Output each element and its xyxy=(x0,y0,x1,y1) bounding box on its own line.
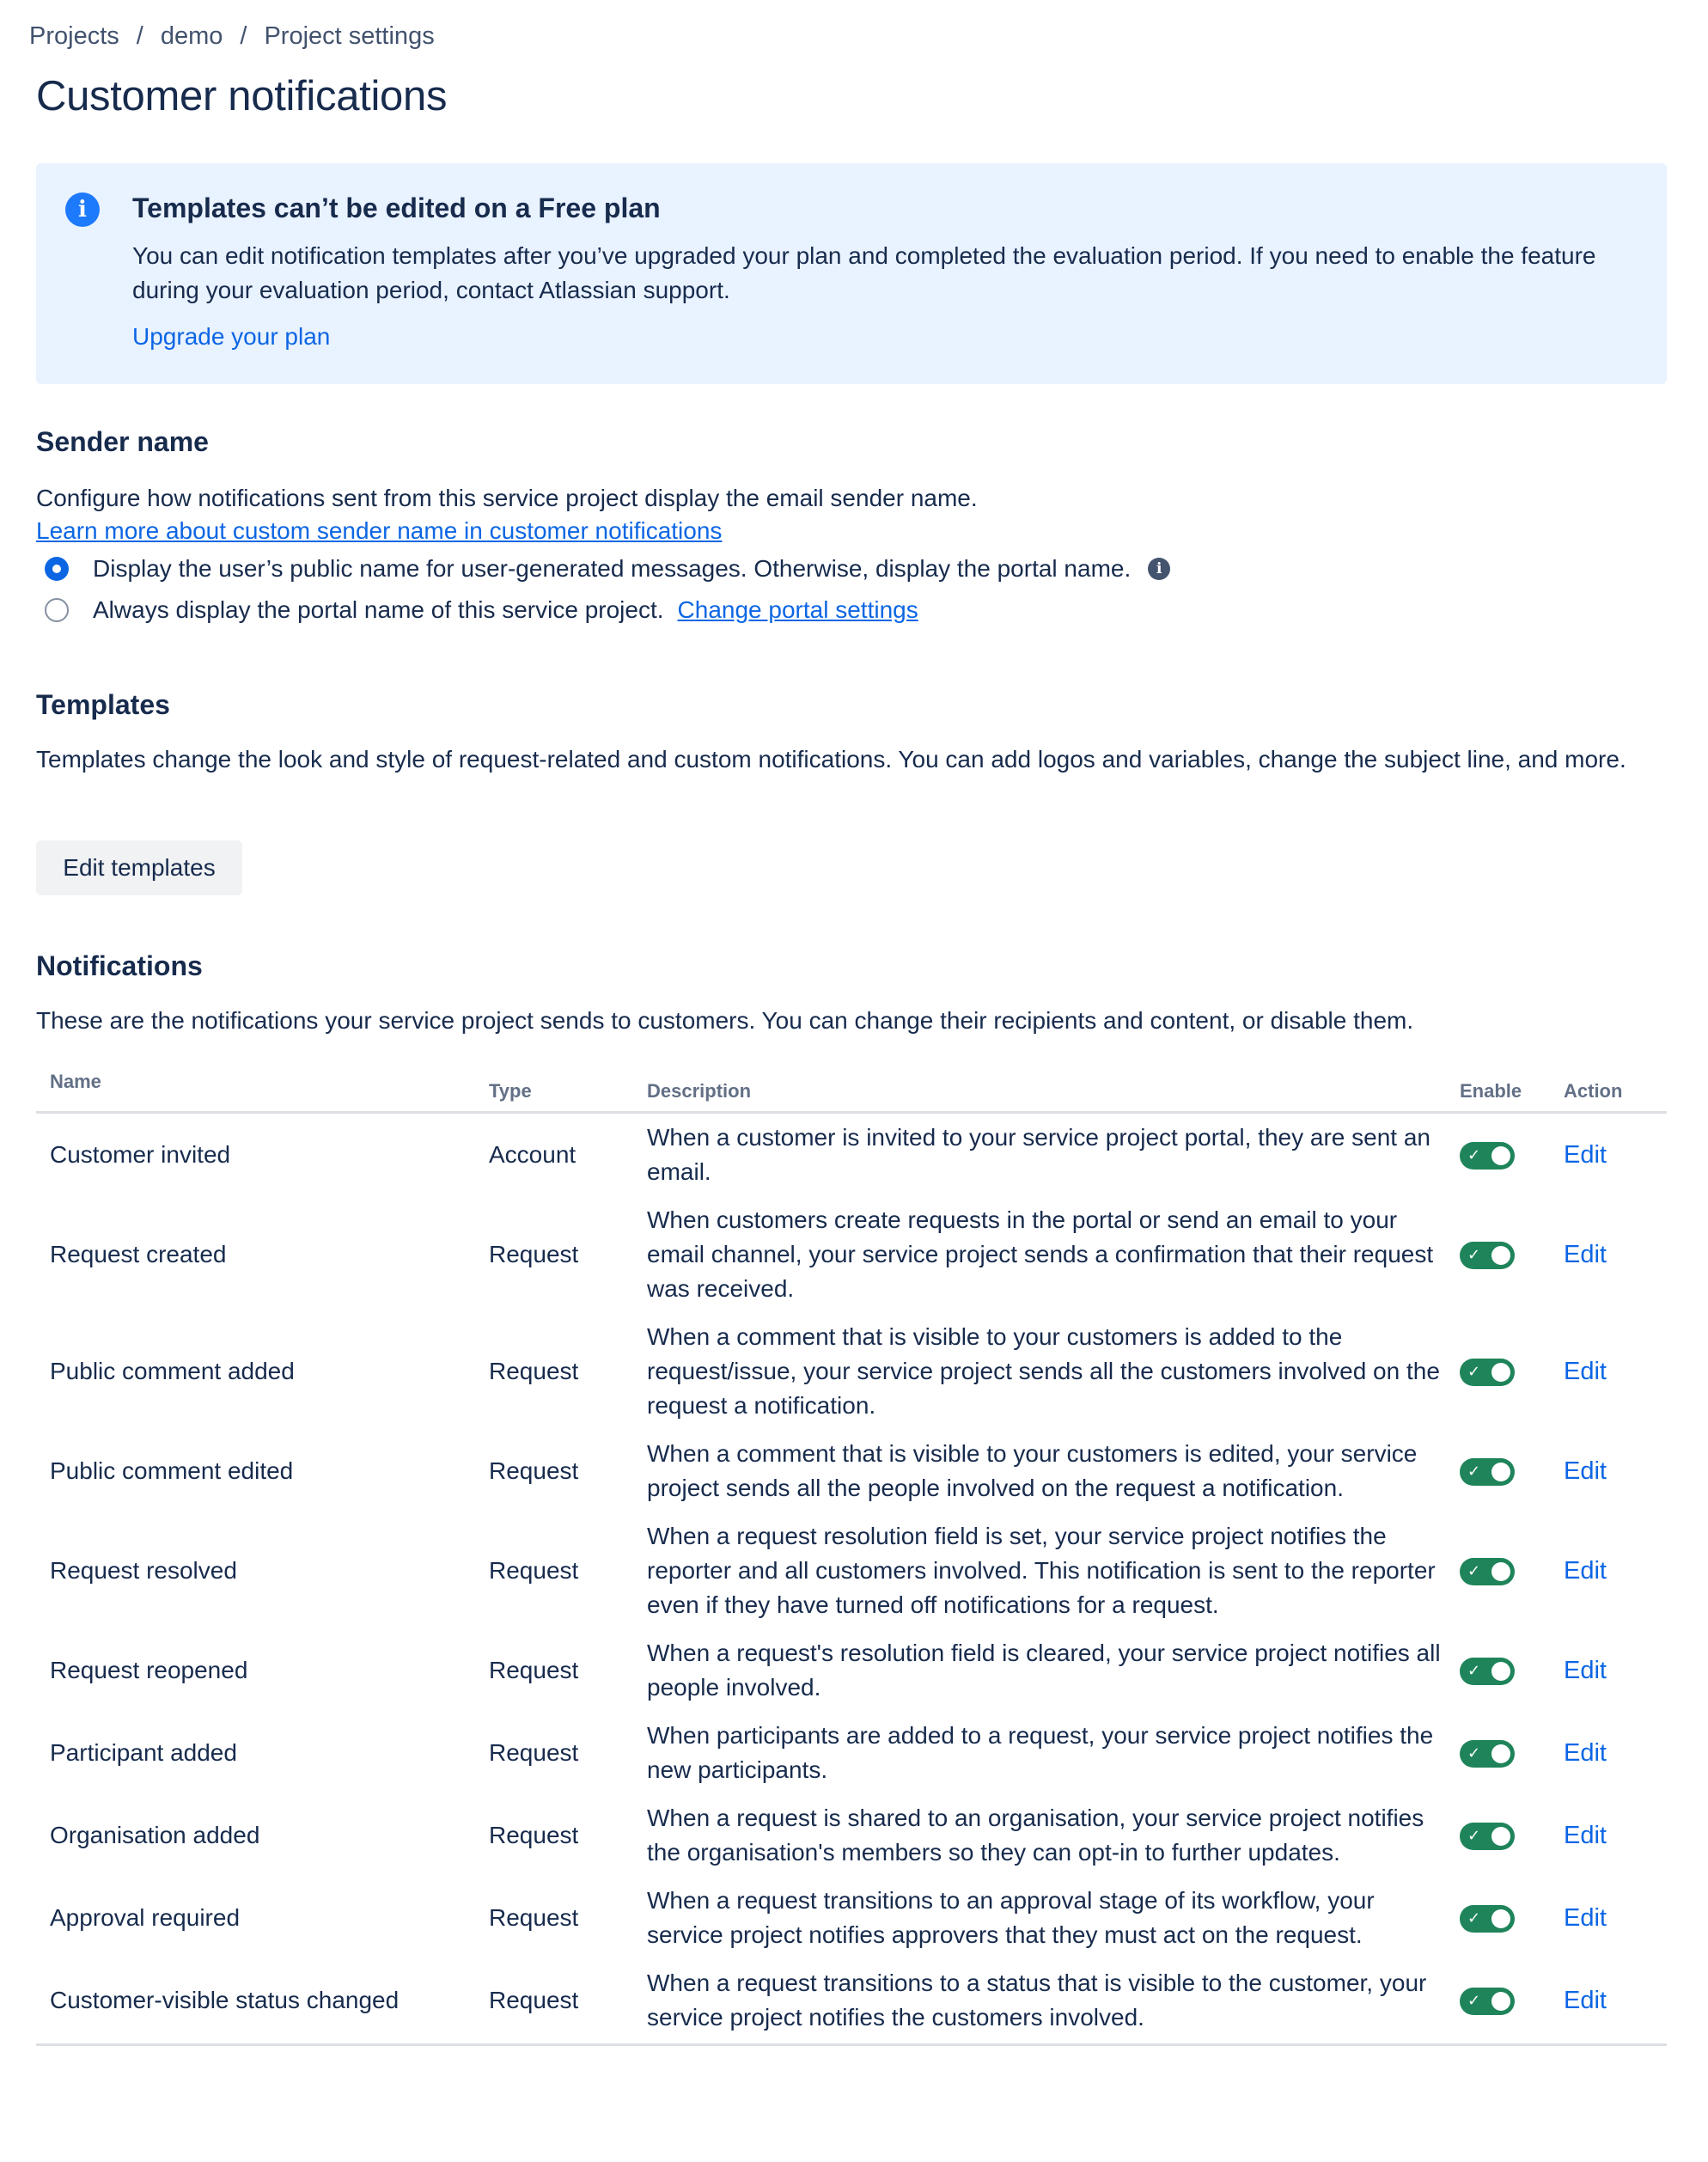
notification-name: Customer invited xyxy=(50,1140,231,1168)
table-row xyxy=(36,1512,1667,1629)
column-header-action: Action xyxy=(1564,1064,1667,1112)
table-row xyxy=(36,1313,1667,1430)
enable-cell xyxy=(1460,1313,1564,1430)
breadcrumb-demo[interactable]: demo xyxy=(160,22,223,50)
toggle-knob xyxy=(1491,1246,1510,1265)
check-icon: ✓ xyxy=(1467,1744,1481,1763)
enable-cell xyxy=(1460,1959,1564,2045)
sender-name-heading: Sender name xyxy=(36,426,209,457)
toggle-knob xyxy=(1491,1909,1510,1928)
notification-type: Request xyxy=(489,1821,579,1848)
action-cell xyxy=(1564,1313,1667,1430)
toggle-knob xyxy=(1491,1827,1510,1846)
action-cell xyxy=(1564,1629,1667,1712)
action-cell xyxy=(1564,1794,1667,1877)
notifications-table xyxy=(36,1064,1667,2046)
action-cell xyxy=(1564,1512,1667,1629)
sender-option-portal-name-label: Always display the portal name of this service project. xyxy=(93,596,664,623)
edit-notification-link[interactable]: Edit xyxy=(1564,1357,1607,1385)
notification-name: Public comment added xyxy=(50,1357,295,1384)
enable-toggle[interactable] xyxy=(1460,1740,1515,1768)
breadcrumb-project-settings[interactable]: Project settings xyxy=(264,22,435,50)
breadcrumb-separator: / xyxy=(240,22,247,50)
free-plan-banner xyxy=(36,163,1667,384)
enable-cell xyxy=(1460,1512,1564,1629)
action-cell xyxy=(1564,1430,1667,1512)
toggle-knob xyxy=(1491,1744,1510,1763)
enable-cell xyxy=(1460,1629,1564,1712)
toggle-knob xyxy=(1491,1363,1510,1382)
column-header-enable: Enable xyxy=(1460,1064,1564,1112)
table-row xyxy=(36,1629,1667,1712)
check-icon: ✓ xyxy=(1467,1246,1481,1265)
enable-toggle[interactable] xyxy=(1460,1558,1515,1585)
sender-option-portal-name[interactable] xyxy=(45,596,918,624)
action-cell xyxy=(1564,1712,1667,1794)
notification-name: Approval required xyxy=(50,1903,241,1931)
edit-notification-link[interactable]: Edit xyxy=(1564,1556,1607,1585)
banner-body: You can edit notification templates after you’ve upgraded your plan and completed the evaluation period. If you need to enable the feature during your evaluation period, contact Atlassian support. xyxy=(132,242,1596,303)
table-row xyxy=(36,1196,1667,1313)
action-cell xyxy=(1564,1196,1667,1313)
edit-notification-link[interactable]: Edit xyxy=(1564,1738,1607,1767)
radio-checked[interactable] xyxy=(45,557,69,581)
notification-name: Request created xyxy=(50,1240,227,1267)
notification-name: Participant added xyxy=(50,1738,237,1766)
toggle-knob xyxy=(1491,1662,1510,1681)
notification-type: Request xyxy=(489,1357,579,1384)
templates-heading: Templates xyxy=(36,689,170,720)
radio-unchecked[interactable] xyxy=(45,598,69,622)
notifications-heading: Notifications xyxy=(36,950,203,981)
edit-templates-button[interactable]: Edit templates xyxy=(36,840,242,895)
notification-name: Customer-visible status changed xyxy=(36,1959,489,2045)
check-icon: ✓ xyxy=(1467,1827,1481,1846)
breadcrumb xyxy=(29,22,435,51)
table-row xyxy=(36,1794,1667,1877)
enable-toggle[interactable] xyxy=(1460,1658,1515,1685)
notification-type: Request xyxy=(489,1959,647,2045)
toggle-knob xyxy=(1491,1562,1510,1581)
column-header-name[interactable]: Name xyxy=(36,1064,489,1112)
enable-toggle[interactable] xyxy=(1460,1359,1515,1386)
edit-notification-link[interactable]: Edit xyxy=(1564,1821,1607,1849)
notification-type: Request xyxy=(489,1457,579,1484)
notification-type: Account xyxy=(489,1140,576,1168)
enable-toggle[interactable] xyxy=(1460,1823,1515,1850)
action-cell xyxy=(1564,1959,1667,2045)
breadcrumb-projects[interactable]: Projects xyxy=(29,22,119,50)
action-cell xyxy=(1564,1877,1667,1959)
sender-option-public-name[interactable] xyxy=(45,555,1170,583)
edit-notification-link[interactable]: Edit xyxy=(1564,1457,1607,1485)
action-cell xyxy=(1564,1112,1667,1196)
notification-description: When participants are added to a request, your service project notifies the new participants. xyxy=(647,1721,1434,1783)
sender-option-public-name-label: Display the user’s public name for user-generated messages. Otherwise, display the portal name. xyxy=(93,555,1132,582)
enable-cell xyxy=(1460,1196,1564,1313)
notification-name: Organisation added xyxy=(50,1821,260,1848)
notification-name: Request resolved xyxy=(50,1556,237,1584)
table-row xyxy=(36,1430,1667,1512)
enable-cell xyxy=(1460,1430,1564,1512)
enable-toggle[interactable] xyxy=(1460,1142,1515,1170)
enable-cell xyxy=(1460,1112,1564,1196)
upgrade-plan-link[interactable]: Upgrade your plan xyxy=(132,323,331,350)
notification-description: When a request's resolution field is cleared, your service project notifies all people involved. xyxy=(647,1639,1441,1701)
learn-more-sender-link[interactable]: Learn more about custom sender name in customer notifications xyxy=(36,517,723,544)
notification-type: Request xyxy=(489,1903,579,1931)
notification-description: When a comment that is visible to your customers is edited, your service project sends all the people involved on the request a notification. xyxy=(647,1439,1418,1501)
check-icon: ✓ xyxy=(1467,1363,1481,1382)
notification-type: Request xyxy=(489,1738,579,1766)
notification-description: When a comment that is visible to your customers is added to the request/issue, your service project sends all the customers involved on the request a notification. xyxy=(647,1322,1440,1419)
info-icon: i xyxy=(65,192,100,227)
column-header-type: Type xyxy=(489,1064,647,1112)
check-icon: ✓ xyxy=(1467,1562,1481,1581)
enable-cell xyxy=(1460,1877,1564,1959)
table-row xyxy=(36,1712,1667,1794)
enable-toggle[interactable] xyxy=(1460,1905,1515,1933)
notification-description: When a customer is invited to your service project portal, they are sent an email. xyxy=(647,1123,1430,1185)
table-row xyxy=(36,1877,1667,1959)
templates-description: Templates change the look and style of request-related and custom notifications. You can add logos and variables, change the subject line, and more. xyxy=(36,746,1626,773)
check-icon: ✓ xyxy=(1467,1909,1481,1928)
info-icon[interactable]: i xyxy=(1148,558,1170,580)
enable-toggle[interactable] xyxy=(1460,1458,1515,1486)
notification-description: When a request resolution field is set, your service project notifies the reporter and all customers involved. This notification is sent to the reporter even if they have turned off notifications for a request. xyxy=(647,1522,1436,1618)
banner-title: Templates can’t be edited on a Free plan xyxy=(132,192,661,223)
page-title: Customer notifications xyxy=(36,73,448,119)
notification-description: When a request is shared to an organisation, your service project notifies the organisation's members so they can opt-in to further updates. xyxy=(647,1804,1424,1866)
notification-name: Request reopened xyxy=(50,1656,248,1683)
column-header-description: Description xyxy=(647,1064,1460,1112)
check-icon: ✓ xyxy=(1467,1463,1481,1481)
table-row xyxy=(36,1959,1667,2045)
toggle-knob xyxy=(1491,1992,1510,2011)
notifications-description: These are the notifications your service project sends to customers. You can change their recipients and content, or disable them. xyxy=(36,1007,1414,1034)
change-portal-settings-link[interactable]: Change portal settings xyxy=(677,596,918,623)
notification-description: When customers create requests in the portal or send an email to your email channel, your service project sends a confirmation that their request was received. xyxy=(647,1206,1434,1302)
toggle-knob xyxy=(1491,1146,1510,1165)
notification-description: When a request transitions to a status that is visible to the customer, your service project notifies the customers involved. xyxy=(647,1959,1460,2045)
edit-notification-link[interactable]: Edit xyxy=(1564,1240,1607,1268)
edit-notification-link[interactable]: Edit xyxy=(1564,1986,1607,2014)
enable-toggle[interactable] xyxy=(1460,1988,1515,2015)
notification-type: Request xyxy=(489,1656,579,1683)
enable-cell xyxy=(1460,1712,1564,1794)
check-icon: ✓ xyxy=(1467,1146,1481,1165)
table-row xyxy=(36,1112,1667,1196)
check-icon: ✓ xyxy=(1467,1662,1481,1681)
sender-name-description: Configure how notifications sent from this service project display the email sender name. xyxy=(36,485,978,511)
breadcrumb-separator: / xyxy=(136,22,143,50)
edit-notification-link[interactable]: Edit xyxy=(1564,1903,1607,1932)
enable-cell xyxy=(1460,1794,1564,1877)
notification-type: Request xyxy=(489,1556,579,1584)
notification-name: Public comment edited xyxy=(50,1457,294,1484)
toggle-knob xyxy=(1491,1463,1510,1481)
edit-notification-link[interactable]: Edit xyxy=(1564,1656,1607,1684)
notification-type: Request xyxy=(489,1240,579,1267)
notification-description: When a request transitions to an approval stage of its workflow, your service project notifies approvers that they must act on the request. xyxy=(647,1886,1375,1948)
edit-notification-link[interactable]: Edit xyxy=(1564,1140,1607,1169)
enable-toggle[interactable] xyxy=(1460,1242,1515,1269)
check-icon: ✓ xyxy=(1467,1992,1481,2011)
